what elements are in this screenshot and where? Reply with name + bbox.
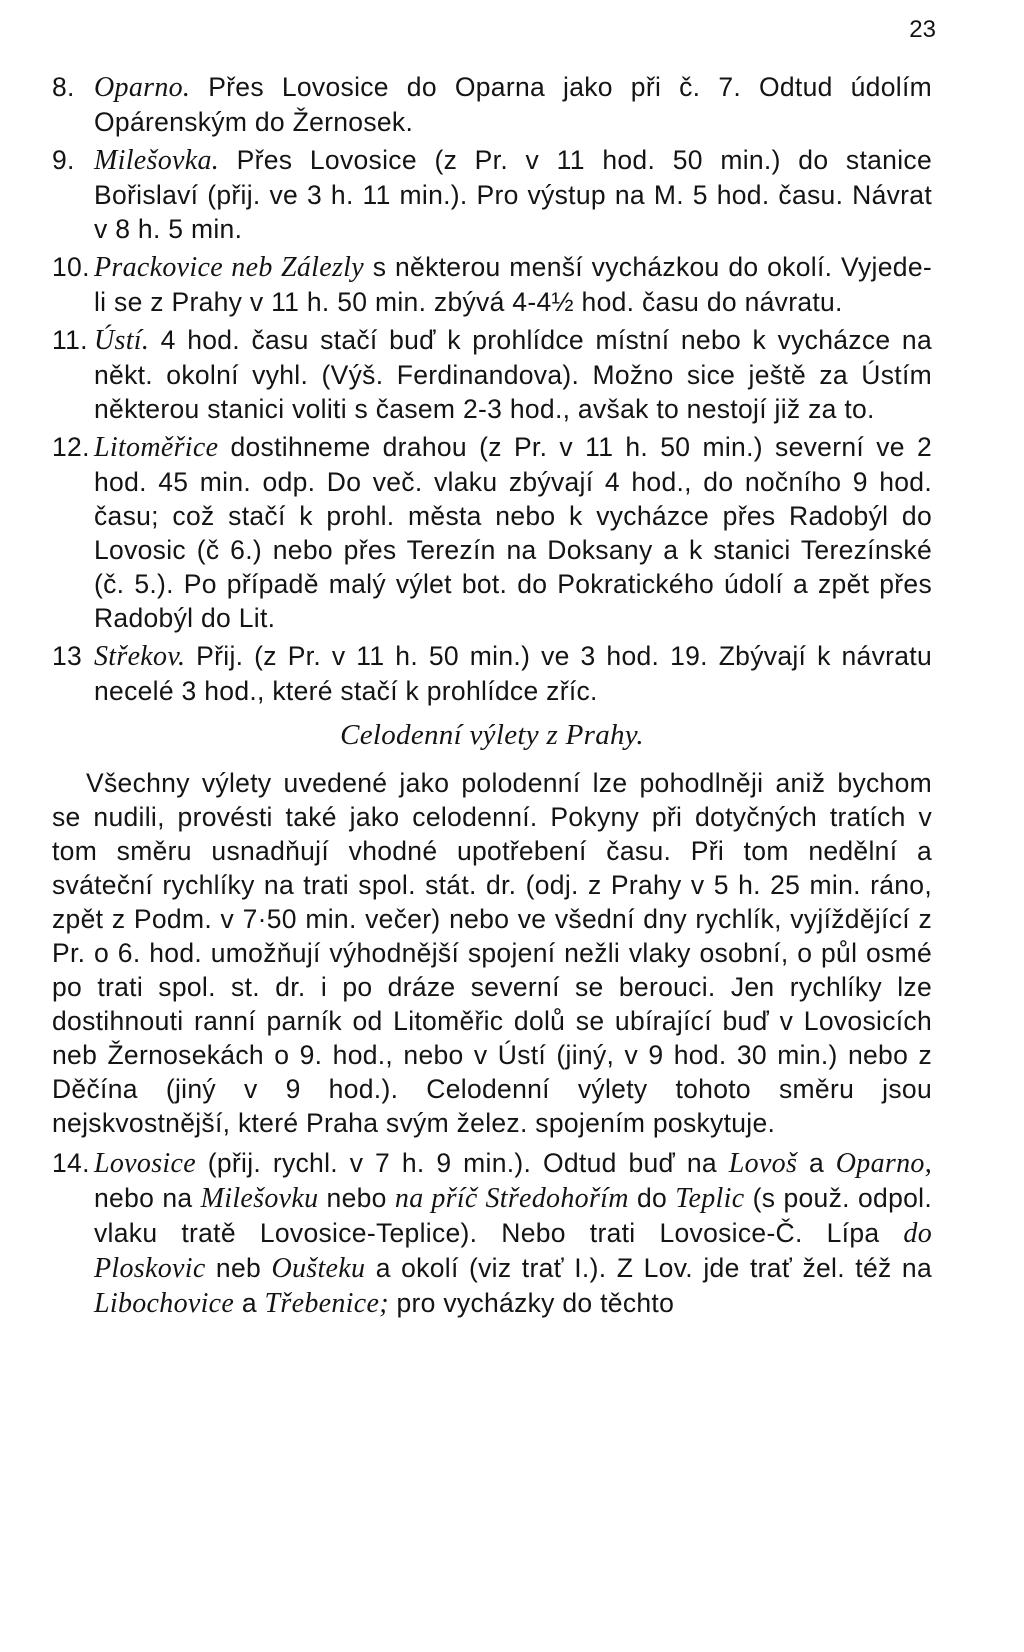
place-name: Třebenice; bbox=[264, 1288, 389, 1319]
item-number: 13 bbox=[52, 641, 83, 671]
item-destination: Milešovka. bbox=[94, 145, 220, 176]
item-destination: Střekov. bbox=[94, 641, 186, 672]
itinerary-list bbox=[52, 70, 932, 708]
item-text: Přes Lovosice do Oparna jako při č. 7. Odtud údolím Opárenským do Žernosek. bbox=[94, 72, 932, 137]
item-text: a okolí (viz trať I.). Z Lov. jde trať žel. též na bbox=[365, 1253, 932, 1283]
item-number: 11. bbox=[52, 325, 88, 355]
item-text: Přij. (z Pr. v 11 h. 50 min.) ve 3 hod. 19. Zbývají k návratu necelé 3 hod., které stačí k prohlídce zříc. bbox=[94, 641, 932, 706]
place-name: na příč Středohořím bbox=[394, 1183, 629, 1214]
item-text: nebo na bbox=[94, 1183, 201, 1213]
item-text: (s použ. odpol. vlaku tratě Lovosice-Teplice). Nebo trati Lovosice-Č. Lípa bbox=[94, 1183, 932, 1248]
item-text: do bbox=[628, 1183, 676, 1213]
item-text: s některou menší vycházkou do okolí. Vyjede-li se z Prahy v 11 h. 50 min. zbývá 4-4½ hod. času do návratu. bbox=[94, 252, 932, 317]
item-number: 10. bbox=[52, 252, 90, 282]
item-number: 12. bbox=[52, 432, 90, 462]
itinerary-item bbox=[52, 70, 932, 139]
section-heading: Celodenní výlety z Prahy. bbox=[340, 719, 644, 751]
page-content bbox=[52, 70, 932, 1325]
place-name: Oušteku bbox=[271, 1253, 366, 1284]
itinerary-item bbox=[52, 323, 932, 426]
item-text: (přij. rychl. v 7 h. 9 min.). Odtud buď na bbox=[195, 1148, 729, 1178]
place-name: Teplic bbox=[675, 1183, 745, 1214]
itinerary-item-14 bbox=[52, 1146, 932, 1321]
body-paragraph: Všechny výlety uvedené jako polodenní lze pohodlněji aniž bychom se nudili, provésti také jako celodenní. Pokyny při dotyčných tratích v tom směru usnadňují vhodné upotřebení času. Při tom nedělní a sváteční rychlíky na trati spol. stát. dr. (odj. z Prahy v 5 h. 25 min. ráno, zpět z Podm. v 7·50 min. večer) nebo ve všední dny rychlík, vyjíždějící z Pr. o 6. hod. umožňují výhodnější spojení nežli vlaky osobní, o půl osmé po trati spol. st. dr. i po dráze severní se berouci. Jen rychlíky lze dostihnouti ranní parník od Litoměřic dolů se ubírající buď v Lovosicích neb Žernosekách o 9. hod., nebo v Ústí (jiný, v 9 hod. 30 min.) nebo z Děčína (jiný v 9 hod.). Celodenní výlety tohoto směru jsou nejskvostnější, které Praha svým želez. spojením poskytuje. bbox=[52, 768, 932, 1138]
item-text: 4 hod. času stačí buď k prohlídce místní nebo k vycházce na někt. okolní vyhl. (Výš. Ferdinandova). Možno sice ještě za Ústím některou stanici voliti s časem 2-3 hod., avšak to nestojí již za to. bbox=[94, 325, 932, 424]
place-name: Lovoš bbox=[728, 1148, 798, 1179]
place-name: Lovosice bbox=[94, 1148, 196, 1179]
item-destination: Litoměřice bbox=[94, 432, 219, 463]
place-name: do Ploskovic bbox=[94, 1218, 932, 1284]
item-text: neb bbox=[205, 1253, 272, 1283]
item-text: Přes Lovosice (z Pr. v 11 hod. 50 min.) do stanice Bořislaví (přij. ve 3 h. 11 min.). Pro výstup na M. 5 hod. času. Návrat v 8 h. 5 min. bbox=[94, 145, 932, 244]
item-number: 14. bbox=[52, 1148, 90, 1178]
place-name: Oparno, bbox=[835, 1148, 932, 1179]
itinerary-item bbox=[52, 250, 932, 319]
itinerary-item bbox=[52, 430, 932, 635]
item-text: a bbox=[234, 1288, 265, 1318]
place-name: Milešovku bbox=[200, 1183, 319, 1214]
item-number: 8. bbox=[52, 72, 75, 102]
item-destination: Oparno. bbox=[94, 72, 191, 103]
item-text: nebo bbox=[318, 1183, 395, 1213]
itinerary-item bbox=[52, 639, 932, 708]
item-destination: Prackovice neb Zálezly bbox=[94, 252, 364, 283]
item-number: 9. bbox=[52, 145, 75, 175]
page-number: 23 bbox=[909, 16, 936, 43]
item-text: pro vycházky do těchto bbox=[388, 1288, 675, 1318]
item-text: dostihneme drahou (z Pr. v 11 h. 50 min.) severní ve 2 hod. 45 min. odp. Do več. vlaku zbývají 4 hod., do nočního 9 hod. času; což stačí k prohl. města nebo k vycházce přes Radobýl do Lovosic (č 6.) nebo přes Terezín na Doksany a k stanici Terezínské (č. 5.). Po případě malý výlet bot. do Pokratického údolí a zpět přes Radobýl do Lit. bbox=[94, 432, 932, 633]
item-text: a bbox=[797, 1148, 836, 1178]
item-destination: Ústí. bbox=[94, 325, 150, 356]
place-name: Libochovice bbox=[94, 1288, 235, 1319]
itinerary-item bbox=[52, 143, 932, 246]
